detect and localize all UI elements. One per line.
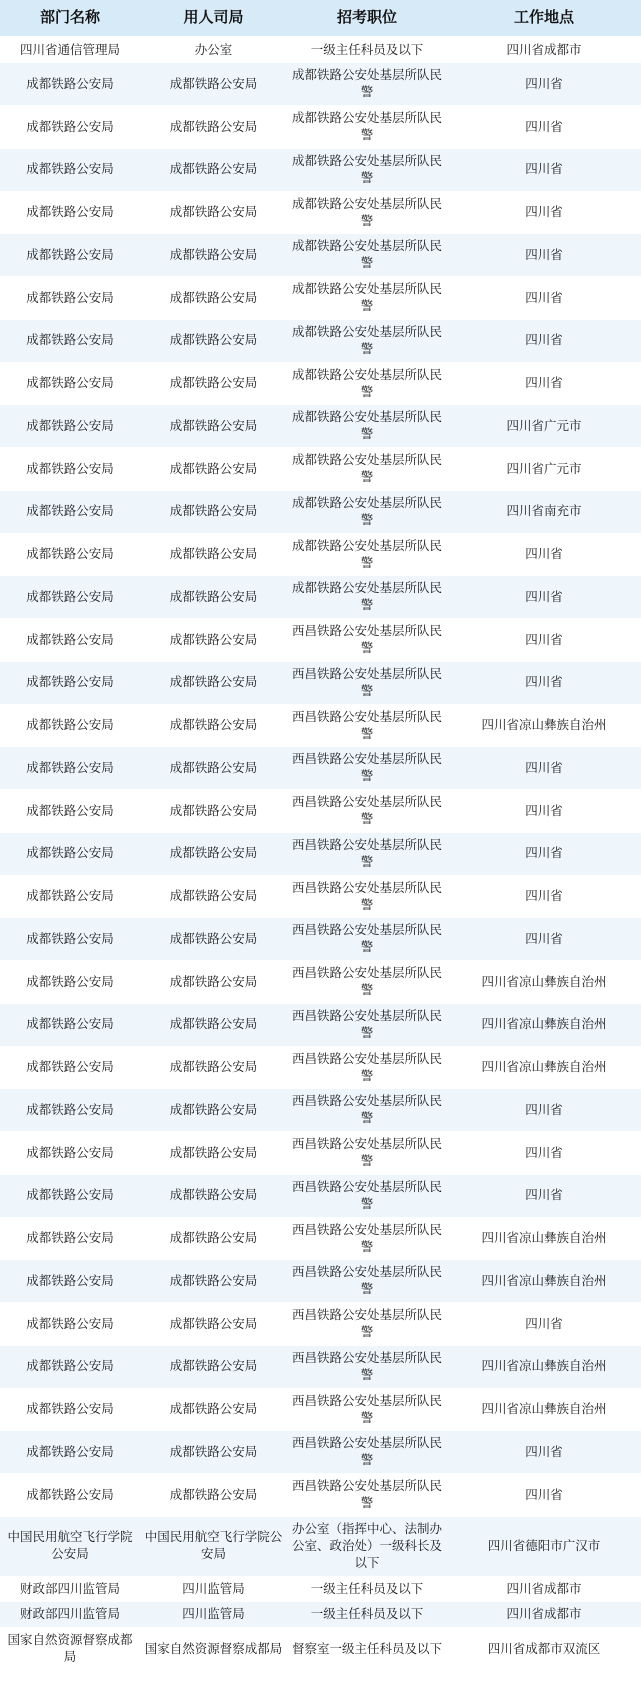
cell-location: 四川省 — [447, 191, 641, 234]
cell-bureau: 成都铁路公安局 — [140, 1174, 287, 1217]
cell-position: 督察室一级主任科员及以下 — [287, 1628, 447, 1671]
cell-department: 成都铁路公安局 — [0, 747, 140, 790]
table-row — [0, 1303, 641, 1346]
cell-location: 四川省 — [447, 63, 641, 106]
cell-bureau: 成都铁路公安局 — [140, 875, 287, 918]
cell-position: 西昌铁路公安处基层所队民警 — [287, 1003, 447, 1046]
cell-position: 西昌铁路公安处基层所队民警 — [287, 875, 447, 918]
cell-bureau: 成都铁路公安局 — [140, 576, 287, 619]
cell-position: 西昌铁路公安处基层所队民警 — [287, 747, 447, 790]
cell-department: 成都铁路公安局 — [0, 277, 140, 320]
cell-position: 成都铁路公安处基层所队民警 — [287, 448, 447, 491]
cell-department: 成都铁路公安局 — [0, 1260, 140, 1303]
cell-position: 成都铁路公安处基层所队民警 — [287, 234, 447, 277]
cell-bureau: 办公室 — [140, 37, 287, 63]
table-header — [0, 0, 641, 37]
cell-position: 成都铁路公安处基层所队民警 — [287, 576, 447, 619]
cell-department: 成都铁路公安局 — [0, 1174, 140, 1217]
cell-bureau: 成都铁路公安局 — [140, 490, 287, 533]
cell-department: 财政部四川监管局 — [0, 1576, 140, 1602]
cell-department: 成都铁路公安局 — [0, 661, 140, 704]
cell-bureau: 成都铁路公安局 — [140, 832, 287, 875]
cell-department: 成都铁路公安局 — [0, 362, 140, 405]
cell-location: 四川省 — [447, 319, 641, 362]
cell-location: 四川省 — [447, 1474, 641, 1517]
cell-bureau: 成都铁路公安局 — [140, 277, 287, 320]
cell-bureau: 成都铁路公安局 — [140, 1260, 287, 1303]
cell-bureau: 四川监管局 — [140, 1602, 287, 1628]
cell-position: 成都铁路公安处基层所队民警 — [287, 319, 447, 362]
cell-department: 四川省通信管理局 — [0, 37, 140, 63]
cell-location: 四川省 — [447, 234, 641, 277]
cell-position: 西昌铁路公安处基层所队民警 — [287, 832, 447, 875]
cell-position: 西昌铁路公安处基层所队民警 — [287, 1174, 447, 1217]
cell-department: 成都铁路公安局 — [0, 319, 140, 362]
cell-department: 成都铁路公安局 — [0, 148, 140, 191]
table-row — [0, 1628, 641, 1671]
cell-location: 四川省凉山彝族自治州 — [447, 1046, 641, 1089]
table-row — [0, 1602, 641, 1628]
table-row — [0, 448, 641, 491]
cell-bureau: 成都铁路公安局 — [140, 961, 287, 1004]
cell-location: 四川省 — [447, 790, 641, 833]
cell-department: 成都铁路公安局 — [0, 533, 140, 576]
cell-department: 成都铁路公安局 — [0, 832, 140, 875]
cell-bureau: 成都铁路公安局 — [140, 148, 287, 191]
cell-position: 西昌铁路公安处基层所队民警 — [287, 619, 447, 662]
cell-bureau: 成都铁路公安局 — [140, 1132, 287, 1175]
cell-bureau: 成都铁路公安局 — [140, 533, 287, 576]
cell-location: 四川省成都市 — [447, 1576, 641, 1602]
cell-bureau: 成都铁路公安局 — [140, 747, 287, 790]
cell-location: 四川省广元市 — [447, 405, 641, 448]
table-row — [0, 1576, 641, 1602]
cell-bureau: 成都铁路公安局 — [140, 234, 287, 277]
cell-department: 成都铁路公安局 — [0, 1388, 140, 1431]
cell-position: 成都铁路公安处基层所队民警 — [287, 106, 447, 149]
cell-bureau: 国家自然资源督察成都局 — [140, 1628, 287, 1671]
cell-position: 一级主任科员及以下 — [287, 1602, 447, 1628]
cell-location: 四川省 — [447, 1303, 641, 1346]
cell-location: 四川省 — [447, 277, 641, 320]
cell-department: 成都铁路公安局 — [0, 875, 140, 918]
cell-bureau: 成都铁路公安局 — [140, 1303, 287, 1346]
cell-department: 成都铁路公安局 — [0, 234, 140, 277]
cell-bureau: 成都铁路公安局 — [140, 1046, 287, 1089]
cell-department: 成都铁路公安局 — [0, 918, 140, 961]
cell-department: 成都铁路公安局 — [0, 1217, 140, 1260]
table-row — [0, 1174, 641, 1217]
cell-bureau: 成都铁路公安局 — [140, 63, 287, 106]
cell-department: 中国民用航空飞行学院公安局 — [0, 1516, 140, 1576]
cell-location: 四川省 — [447, 619, 641, 662]
cell-bureau: 成都铁路公安局 — [140, 918, 287, 961]
cell-location: 四川省凉山彝族自治州 — [447, 961, 641, 1004]
table-row — [0, 1431, 641, 1474]
table-row — [0, 234, 641, 277]
table-row — [0, 661, 641, 704]
cell-bureau: 成都铁路公安局 — [140, 661, 287, 704]
column-header-department: 部门名称 — [0, 0, 140, 37]
table-row — [0, 1089, 641, 1132]
table-row — [0, 1046, 641, 1089]
cell-position: 成都铁路公安处基层所队民警 — [287, 490, 447, 533]
column-header-location: 工作地点 — [447, 0, 641, 37]
cell-location: 四川省 — [447, 747, 641, 790]
cell-location: 四川省 — [447, 576, 641, 619]
cell-position: 西昌铁路公安处基层所队民警 — [287, 1303, 447, 1346]
cell-position: 成都铁路公安处基层所队民警 — [287, 405, 447, 448]
cell-department: 成都铁路公安局 — [0, 448, 140, 491]
table-row — [0, 148, 641, 191]
cell-location: 四川省凉山彝族自治州 — [447, 1345, 641, 1388]
cell-bureau: 成都铁路公安局 — [140, 1217, 287, 1260]
cell-bureau: 成都铁路公安局 — [140, 790, 287, 833]
cell-department: 成都铁路公安局 — [0, 490, 140, 533]
cell-position: 西昌铁路公安处基层所队民警 — [287, 1431, 447, 1474]
cell-location: 四川省 — [447, 661, 641, 704]
table-row — [0, 63, 641, 106]
table-row — [0, 1260, 641, 1303]
cell-location: 四川省凉山彝族自治州 — [447, 1003, 641, 1046]
cell-location: 四川省 — [447, 1431, 641, 1474]
cell-bureau: 成都铁路公安局 — [140, 1003, 287, 1046]
cell-location: 四川省 — [447, 362, 641, 405]
cell-location: 四川省凉山彝族自治州 — [447, 1260, 641, 1303]
cell-department: 成都铁路公安局 — [0, 1474, 140, 1517]
cell-department: 国家自然资源督察成都局 — [0, 1628, 140, 1671]
cell-location: 四川省 — [447, 148, 641, 191]
cell-position: 成都铁路公安处基层所队民警 — [287, 277, 447, 320]
table-row — [0, 875, 641, 918]
column-header-position: 招考职位 — [287, 0, 447, 37]
cell-location: 四川省成都市双流区 — [447, 1628, 641, 1671]
table-row — [0, 961, 641, 1004]
cell-position: 西昌铁路公安处基层所队民警 — [287, 1046, 447, 1089]
cell-department: 成都铁路公安局 — [0, 961, 140, 1004]
cell-location: 四川省德阳市广汉市 — [447, 1516, 641, 1576]
cell-position: 成都铁路公安处基层所队民警 — [287, 63, 447, 106]
table-row — [0, 319, 641, 362]
cell-bureau: 成都铁路公安局 — [140, 448, 287, 491]
table-row — [0, 362, 641, 405]
cell-position: 西昌铁路公安处基层所队民警 — [287, 1345, 447, 1388]
cell-department: 财政部四川监管局 — [0, 1602, 140, 1628]
table-row — [0, 790, 641, 833]
cell-bureau: 成都铁路公安局 — [140, 704, 287, 747]
cell-position: 西昌铁路公安处基层所队民警 — [287, 704, 447, 747]
cell-position: 成都铁路公安处基层所队民警 — [287, 533, 447, 576]
cell-location: 四川省南充市 — [447, 490, 641, 533]
cell-location: 四川省凉山彝族自治州 — [447, 1388, 641, 1431]
cell-location: 四川省 — [447, 1132, 641, 1175]
cell-department: 成都铁路公安局 — [0, 191, 140, 234]
table-row — [0, 1003, 641, 1046]
cell-department: 成都铁路公安局 — [0, 1132, 140, 1175]
cell-bureau: 成都铁路公安局 — [140, 1388, 287, 1431]
cell-location: 四川省凉山彝族自治州 — [447, 704, 641, 747]
cell-location: 四川省 — [447, 1174, 641, 1217]
cell-bureau: 成都铁路公安局 — [140, 1345, 287, 1388]
table-row — [0, 37, 641, 63]
cell-bureau: 成都铁路公安局 — [140, 319, 287, 362]
cell-bureau: 成都铁路公安局 — [140, 619, 287, 662]
table-row — [0, 106, 641, 149]
table-row — [0, 576, 641, 619]
table-header-row — [0, 0, 641, 37]
table-row — [0, 832, 641, 875]
cell-position: 西昌铁路公安处基层所队民警 — [287, 790, 447, 833]
table-row — [0, 1132, 641, 1175]
cell-bureau: 成都铁路公安局 — [140, 362, 287, 405]
cell-position: 西昌铁路公安处基层所队民警 — [287, 1388, 447, 1431]
cell-position: 办公室（指挥中心、法制办公室、政治处）一级科长及以下 — [287, 1516, 447, 1576]
table-row — [0, 704, 641, 747]
table-row — [0, 405, 641, 448]
cell-department: 成都铁路公安局 — [0, 1046, 140, 1089]
cell-location: 四川省 — [447, 1089, 641, 1132]
cell-location: 四川省凉山彝族自治州 — [447, 1217, 641, 1260]
cell-department: 成都铁路公安局 — [0, 576, 140, 619]
cell-location: 四川省 — [447, 832, 641, 875]
cell-department: 成都铁路公安局 — [0, 1003, 140, 1046]
cell-position: 西昌铁路公安处基层所队民警 — [287, 1132, 447, 1175]
cell-department: 成都铁路公安局 — [0, 619, 140, 662]
cell-bureau: 成都铁路公安局 — [140, 1474, 287, 1517]
table-row — [0, 1345, 641, 1388]
table-row — [0, 1217, 641, 1260]
table-row — [0, 533, 641, 576]
table-row — [0, 1474, 641, 1517]
cell-department: 成都铁路公安局 — [0, 790, 140, 833]
table-row — [0, 918, 641, 961]
table-row — [0, 490, 641, 533]
cell-bureau: 成都铁路公安局 — [140, 1431, 287, 1474]
cell-position: 成都铁路公安处基层所队民警 — [287, 148, 447, 191]
cell-bureau: 成都铁路公安局 — [140, 405, 287, 448]
cell-location: 四川省 — [447, 106, 641, 149]
table-row — [0, 1516, 641, 1576]
cell-location: 四川省 — [447, 533, 641, 576]
cell-department: 成都铁路公安局 — [0, 704, 140, 747]
cell-position: 西昌铁路公安处基层所队民警 — [287, 1089, 447, 1132]
cell-position: 西昌铁路公安处基层所队民警 — [287, 918, 447, 961]
cell-department: 成都铁路公安局 — [0, 1303, 140, 1346]
cell-department: 成都铁路公安局 — [0, 1431, 140, 1474]
cell-position: 西昌铁路公安处基层所队民警 — [287, 961, 447, 1004]
table-row — [0, 277, 641, 320]
cell-position: 西昌铁路公安处基层所队民警 — [287, 1260, 447, 1303]
cell-position: 西昌铁路公安处基层所队民警 — [287, 1217, 447, 1260]
table-row — [0, 747, 641, 790]
table-row — [0, 1388, 641, 1431]
cell-bureau: 中国民用航空飞行学院公安局 — [140, 1516, 287, 1576]
cell-position: 成都铁路公安处基层所队民警 — [287, 362, 447, 405]
table-row — [0, 191, 641, 234]
column-header-bureau: 用人司局 — [140, 0, 287, 37]
cell-position: 西昌铁路公安处基层所队民警 — [287, 661, 447, 704]
table-row — [0, 619, 641, 662]
cell-position: 成都铁路公安处基层所队民警 — [287, 191, 447, 234]
cell-bureau: 成都铁路公安局 — [140, 191, 287, 234]
cell-position: 一级主任科员及以下 — [287, 1576, 447, 1602]
cell-location: 四川省 — [447, 875, 641, 918]
cell-bureau: 成都铁路公安局 — [140, 106, 287, 149]
cell-department: 成都铁路公安局 — [0, 63, 140, 106]
cell-bureau: 成都铁路公安局 — [140, 1089, 287, 1132]
cell-location: 四川省广元市 — [447, 448, 641, 491]
cell-department: 成都铁路公安局 — [0, 106, 140, 149]
cell-location: 四川省成都市 — [447, 1602, 641, 1628]
cell-position: 一级主任科员及以下 — [287, 37, 447, 63]
cell-location: 四川省 — [447, 918, 641, 961]
cell-department: 成都铁路公安局 — [0, 1089, 140, 1132]
table-body — [0, 37, 641, 1671]
cell-position: 西昌铁路公安处基层所队民警 — [287, 1474, 447, 1517]
cell-department: 成都铁路公安局 — [0, 1345, 140, 1388]
cell-bureau: 四川监管局 — [140, 1576, 287, 1602]
cell-location: 四川省成都市 — [447, 37, 641, 63]
cell-department: 成都铁路公安局 — [0, 405, 140, 448]
